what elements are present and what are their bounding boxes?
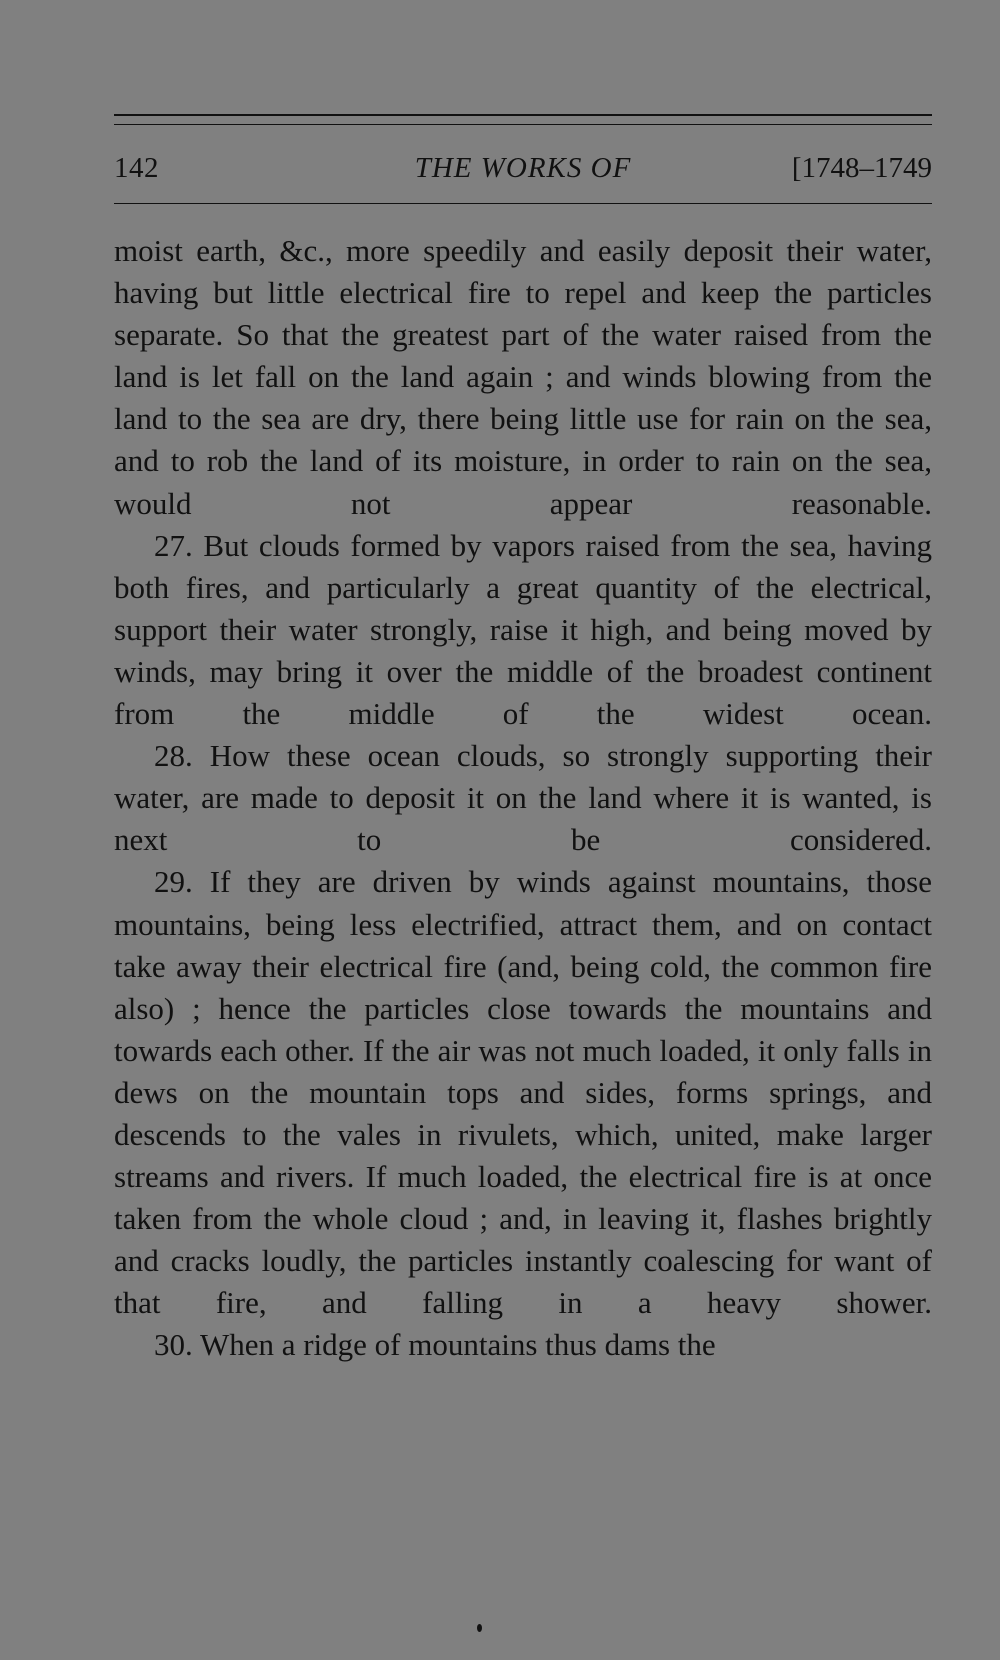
header-double-rule-bottom xyxy=(114,124,932,125)
paragraph-27: 27. But clouds formed by vapors raised from the sea, having both fires, and particularly a great quantity of the electrical, support their water strongly, raise it high, and being moved by winds, may bring it over the middle of the broadest continent from the middle of the widest ocean. xyxy=(114,527,932,732)
running-head xyxy=(114,148,932,188)
printer-mark-dot xyxy=(477,1624,482,1632)
header-double-rule-top xyxy=(114,114,932,116)
paragraph-30: 30. When a ridge of mountains thus dams the xyxy=(154,1327,716,1363)
running-date-range: [1748–1749 xyxy=(791,152,932,184)
paragraph-29: 29. If they are driven by winds against mountains, those mountains, being less electrified, attract them, and on contact take away their electrical fire (and, being cold, the common fire also) ; hence the particles close towards the mountains and towards each other. If the air was not much loaded, it only falls in dews on the mountain tops and sides, forms springs, and descends to the vales in rivulets, which, united, make larger streams and rivers. If much loaded, the electrical fire is at once taken from the whole cloud ; and, in leaving it, flashes brightly and cracks loudly, the particles instantly coalescing for want of that fire, and falling in a heavy shower. xyxy=(114,864,932,1321)
body-text xyxy=(114,230,932,1367)
paragraph-28: 28. How these ocean clouds, so strongly supporting their water, are made to deposit it on the land where it is wanted, is next to be considered. xyxy=(114,738,932,858)
book-page xyxy=(114,0,932,1660)
paragraph-continuation: moist earth, &c., more speedily and easily deposit their water, having but little electrical fire to repel and keep the particles separate. So that the greatest part of the water raised from the land is let fall on the land again ; and winds blowing from the land to the sea are dry, there being little use for rain on the sea, and to rob the land of its moisture, in order to rain on the sea, would not appear reasonable. xyxy=(114,233,932,521)
running-title: THE WORKS OF xyxy=(414,152,632,184)
page-number: 142 xyxy=(114,152,159,184)
header-rule xyxy=(114,203,932,204)
